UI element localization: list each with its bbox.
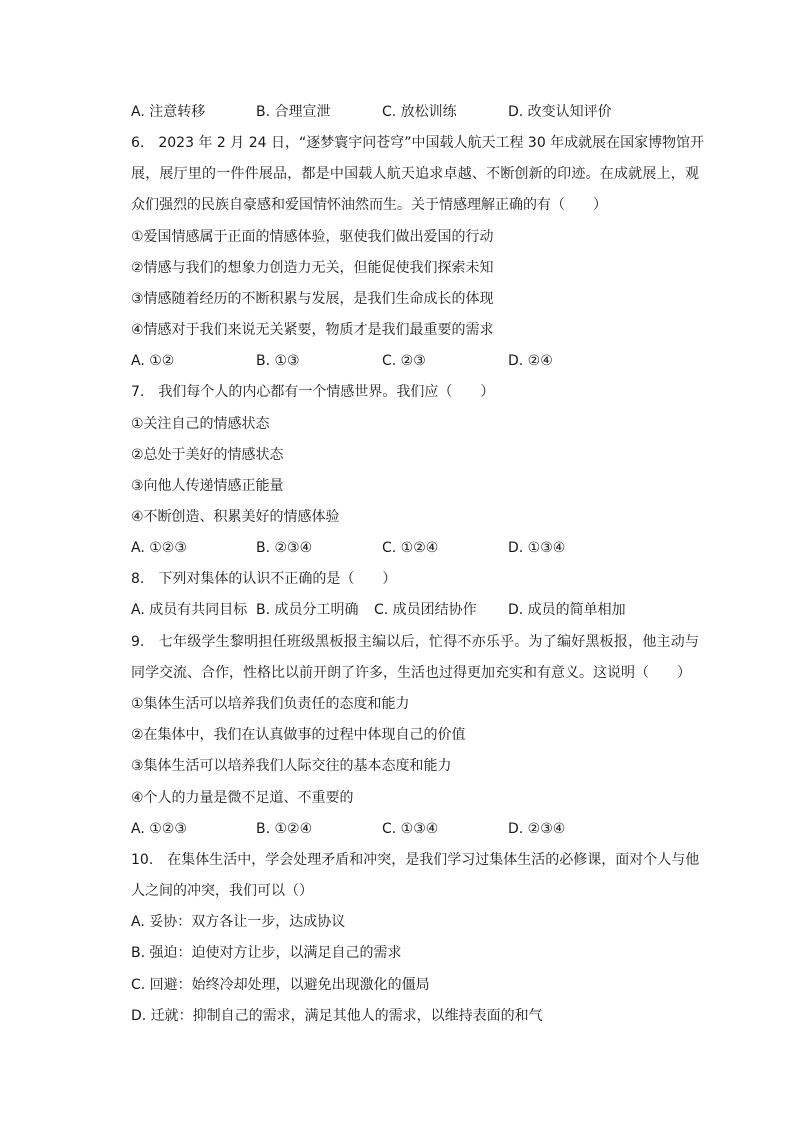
q7-stem: 7. 我们每个人的内心都有一个情感世界。我们应（ ） bbox=[131, 384, 495, 400]
q6-option-c: C. ②③ bbox=[382, 353, 426, 369]
q8-option-b: B. 成员分工明确 bbox=[256, 602, 359, 618]
q6-option-a: A. ①② bbox=[131, 353, 175, 369]
q6-statement-3: ③情感随着经历的不断积累与发展，是我们生命成长的体现 bbox=[131, 291, 494, 307]
q7-statement-3: ③向他人传递情感正能量 bbox=[131, 478, 284, 494]
q7-option-a: A. ①②③ bbox=[131, 540, 187, 556]
q10-option-d: D. 迁就：抑制自己的需求，满足其他人的需求，以维持表面的和气 bbox=[131, 1008, 543, 1024]
q7-option-b: B. ②③④ bbox=[256, 540, 313, 556]
q7-statement-1: ①关注自己的情感状态 bbox=[131, 416, 270, 432]
q9-stem-line-2: 同学交流、合作，性格比以前开朗了许多，生活也过得更加充实和有意义。这说明（ ） bbox=[131, 665, 691, 681]
q6-stem-line-2: 展，展厅里的一件件展品，都是中国载人航天追求卓越、不断创新的印迹。在成就展上，观 bbox=[131, 166, 699, 182]
q6-option-d: D. ②④ bbox=[508, 353, 553, 369]
q10-stem-line-2: 人之间的冲突，我们可以（） bbox=[131, 883, 313, 899]
q9-statement-4: ④个人的力量是微不足道、不重要的 bbox=[131, 790, 354, 806]
q8-stem: 8. 下列对集体的认识不正确的是（ ） bbox=[131, 571, 397, 587]
q6-stem-line-3: 众们强烈的民族自豪感和爱国情怀油然而生。关于情感理解正确的有（ ） bbox=[131, 197, 607, 213]
q7-statement-4: ④不断创造、积累美好的情感体验 bbox=[131, 509, 340, 525]
q9-option-a: A. ①②③ bbox=[131, 821, 187, 837]
q9-statement-3: ③集体生活可以培养我们人际交往的基本态度和能力 bbox=[131, 758, 452, 774]
q9-option-d: D. ②③④ bbox=[508, 821, 566, 837]
q5-option-a: A. 注意转移 bbox=[131, 104, 206, 120]
q7-statement-2: ②总处于美好的情感状态 bbox=[131, 447, 284, 463]
q5-option-b: B. 合理宣泄 bbox=[256, 104, 331, 120]
q10-option-a: A. 妥协：双方各让一步，达成协议 bbox=[131, 914, 346, 930]
q9-option-b: B. ①②④ bbox=[256, 821, 313, 837]
q6-statement-4: ④情感对于我们来说无关紧要，物质才是我们最重要的需求 bbox=[131, 322, 494, 338]
q6-stem-line-1: 6. 2023 年 2 月 24 日，“逐梦寰宇问苍穹”中国载人航天工程 30 年成就展在国家博物馆开 bbox=[131, 135, 705, 151]
q5-option-c: C. 放松训练 bbox=[382, 104, 457, 120]
q7-option-d: D. ①③④ bbox=[508, 540, 566, 556]
q9-statement-2: ②在集体中，我们在认真做事的过程中体现自己的价值 bbox=[131, 727, 466, 743]
q6-statement-2: ②情感与我们的想象力创造力无关，但能促使我们探索未知 bbox=[131, 260, 494, 276]
q9-statement-1: ①集体生活可以培养我们负责任的态度和能力 bbox=[131, 696, 410, 712]
q5-option-d: D. 改变认知评价 bbox=[508, 104, 612, 120]
q6-statement-1: ①爱国情感属于正面的情感体验，驱使我们做出爱国的行动 bbox=[131, 229, 494, 245]
q9-stem-line-1: 9. 七年级学生黎明担任班级黑板报主编以后，忙得不亦乐乎。为了编好黑板报，他主动与 bbox=[131, 634, 699, 650]
q8-option-a: A. 成员有共同目标 bbox=[131, 602, 248, 618]
q10-option-b: B. 强迫：迫使对方让步，以满足自己的需求 bbox=[131, 945, 402, 961]
q8-option-c: C. 成员团结协作 bbox=[374, 602, 477, 618]
q9-option-c: C. ①③④ bbox=[382, 821, 439, 837]
q10-option-c: C. 回避：始终冷却处理，以避免出现激化的僵局 bbox=[131, 977, 430, 993]
q6-option-b: B. ①③ bbox=[256, 353, 300, 369]
q10-stem-line-1: 10. 在集体生活中，学会处理矛盾和冲突，是我们学习过集体生活的必修课，面对个人与他 bbox=[131, 852, 700, 868]
q7-option-c: C. ①②④ bbox=[382, 540, 439, 556]
q8-option-d: D. 成员的简单相加 bbox=[508, 602, 626, 618]
